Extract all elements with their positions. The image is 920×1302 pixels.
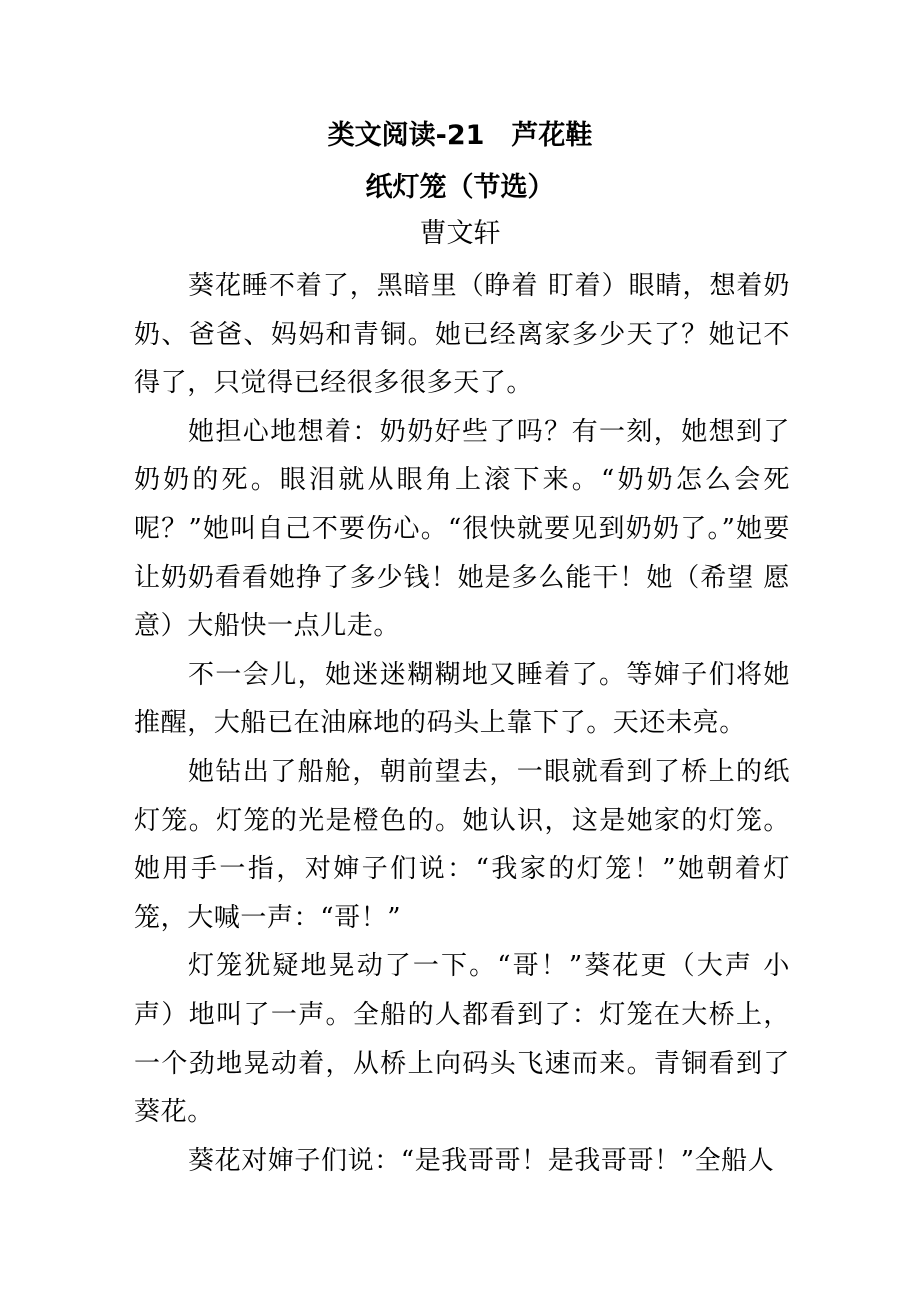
paragraph-4: 她钻出了船舱，朝前望去，一眼就看到了桥上的纸灯笼。灯笼的光是橙色的。她认识，这是她家的灯笼。她用手一指，对婶子们说：“我家的灯笼！”她朝着灯笼，大喊一声：“哥！”	[134, 756, 790, 933]
paragraph-5: 灯笼犹疑地晃动了一下。“哥！”葵花更（大声 小声）地叫了一声。全船的人都看到了：灯笼在大桥上，一个劲地晃动着，从桥上向码头飞速而来。青铜看到了葵花。	[134, 951, 790, 1128]
paragraph-1: 葵花睡不着了，黑暗里（睁着 盯着）眼睛，想着奶奶、爸爸、妈妈和青铜。她已经离家多少天了？她记不得了，只觉得已经很多很多天了。	[134, 271, 790, 399]
author-name: 曹文轩	[419, 218, 501, 249]
document-subtitle: 纸灯笼（节选）	[365, 172, 555, 203]
paragraph-6: 葵花对婶子们说：“是我哥哥！是我哥哥！”全船人	[188, 1145, 775, 1176]
paragraph-2: 她担心地想着：奶奶好些了吗？有一刻，她想到了奶奶的死。眼泪就从眼角上滚下来。“奶奶怎么会死呢？”她叫自己不要伤心。“很快就要见到奶奶了。”她要让奶奶看看她挣了多少钱！她是多么能干！她（希望 愿意）大船快一点儿走。	[134, 416, 790, 642]
article-body	[134, 262, 790, 1185]
paragraph-3: 不一会儿，她迷迷糊糊地又睡着了。等婶子们将她推醒，大船已在油麻地的码头上靠下了。天还未亮。	[134, 659, 790, 739]
document-title: 类文阅读-21 芦花鞋	[327, 120, 593, 151]
